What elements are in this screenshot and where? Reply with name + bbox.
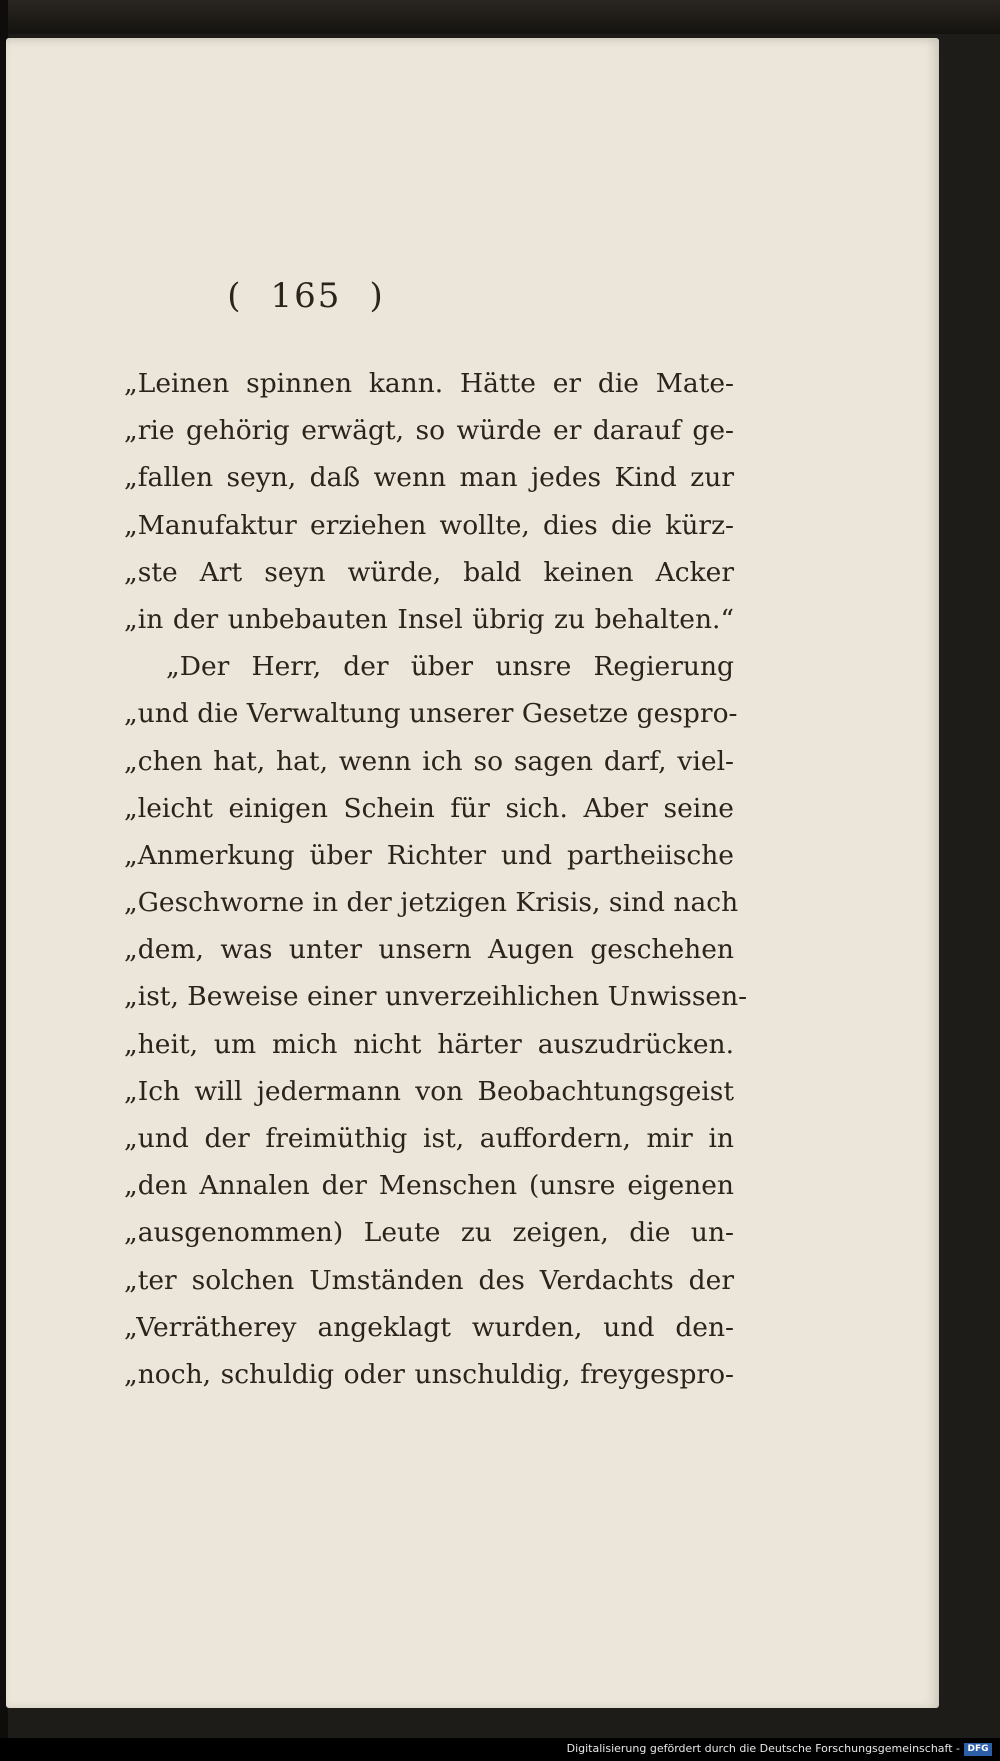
text-line: „rie gehörig erwägt, so würde er darauf ge- [124, 415, 734, 447]
text-line: „Verrätherey angeklagt wurden, und den- [124, 1311, 734, 1343]
text-line: „den Annalen der Menschen (unsre eigenen [124, 1170, 734, 1202]
text-line: „Geschworne in der jetzigen Krisis, sind nach [124, 887, 739, 919]
book-page [6, 38, 939, 1708]
book-top-edge [0, 0, 1000, 34]
text-line: „in der unbebauten Insel übrig zu behalten.“ [124, 603, 734, 635]
text-line: „Manufaktur erziehen wollte, dies die kürz- [124, 509, 734, 541]
text-line: „und der freimüthig ist, auffordern, mir in [124, 1123, 734, 1154]
text-line: „leicht einigen Schein für sich. Aber seine [124, 792, 734, 824]
text-line: „und die Verwaltung unserer Gesetze gespro- [124, 698, 738, 730]
header-open-paren: ( [227, 276, 243, 316]
text-line: „fallen seyn, daß wenn man jedes Kind zur [124, 462, 734, 494]
text-line: „ausgenommen) Leute zu zeigen, die un- [124, 1217, 734, 1249]
text-line: „Der Herr, der über unsre Regierung [166, 651, 734, 683]
text-line: „chen hat, hat, wenn ich so sagen darf, viel- [124, 745, 734, 777]
page-header [6, 276, 606, 316]
text-line: „Ich will jedermann von Beobachtungsgeist [124, 1075, 734, 1107]
dfg-logo: DFG [964, 1743, 992, 1756]
header-close-paren: ) [369, 276, 385, 316]
text-line: „Leinen spinnen kann. Hätte er die Mate- [124, 368, 734, 399]
page-body [124, 360, 748, 1398]
text-line: „ist, Beweise einer unverzeihlichen Unwissen- [124, 981, 748, 1013]
text-line: „ste Art seyn würde, bald keinen Acker [124, 556, 734, 588]
text-line: „ter solchen Umständen des Verdachts der [124, 1264, 734, 1296]
funding-credit: Digitalisierung gefördert durch die Deutsche Forschungsgemeinschaft - [566, 1742, 960, 1755]
text-line: „Anmerkung über Richter und partheiische [124, 839, 734, 871]
page-number: 165 [270, 276, 342, 316]
text-line: „dem, was unter unsern Augen geschehen [124, 934, 734, 966]
text-line: „noch, schuldig oder unschuldig, freygespro- [124, 1358, 734, 1390]
text-line: „heit, um mich nicht härter auszudrücken. [124, 1028, 734, 1060]
